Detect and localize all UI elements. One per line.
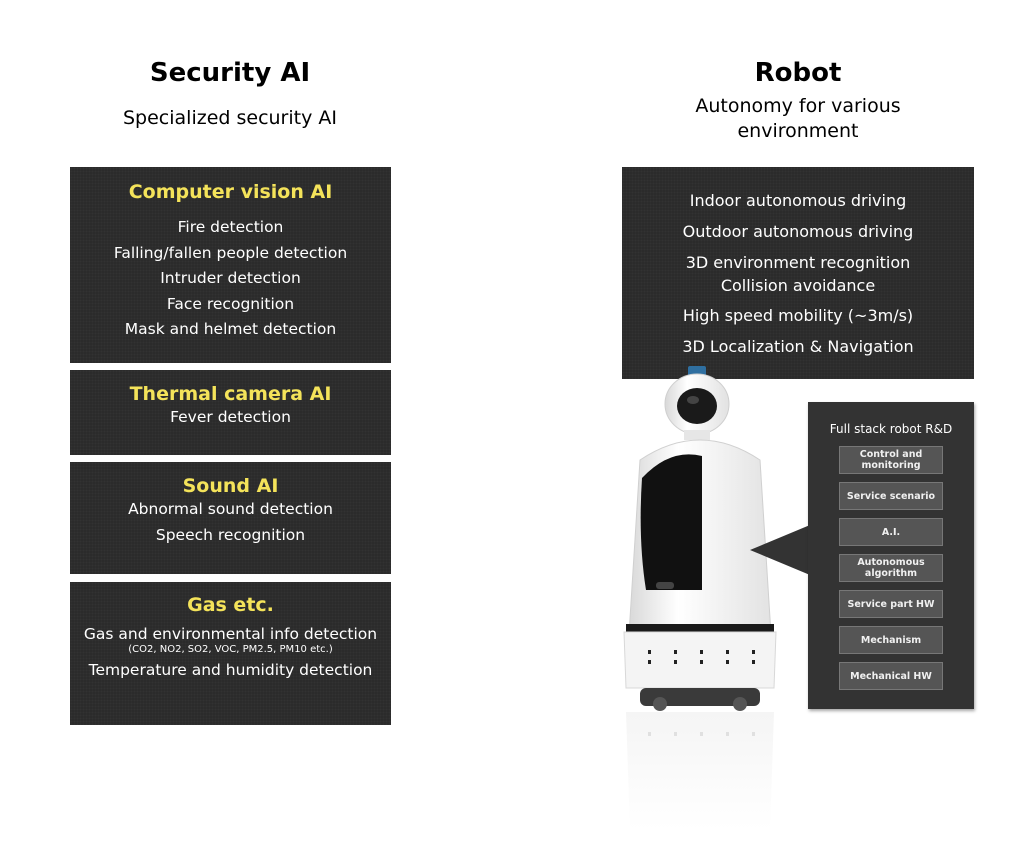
card-title: Thermal camera AI xyxy=(129,383,332,405)
robot-subtitle-line: Autonomy for various xyxy=(695,95,901,117)
robot-subtitle-line: environment xyxy=(737,120,859,142)
card-title: Computer vision AI xyxy=(128,181,333,203)
robot-image xyxy=(600,360,830,840)
full-stack-panel xyxy=(808,402,974,709)
robot-features-card xyxy=(622,167,974,379)
card-line: Gas and environmental info detection xyxy=(83,625,378,643)
feature-item: Outdoor autonomous driving xyxy=(682,221,914,241)
feature-item: Collision avoidance xyxy=(720,276,876,295)
card-line: Falling/fallen people detection xyxy=(113,243,348,262)
card-title: Sound AI xyxy=(182,475,279,497)
card-line: Temperature and humidity detection xyxy=(88,660,373,679)
stack-item-control-and-monitoring: Control and monitoring xyxy=(839,446,943,474)
card-line: Face recognition xyxy=(166,294,295,313)
card-sound-ai xyxy=(70,462,391,574)
card-line: Fever detection xyxy=(170,408,291,426)
feature-item: High speed mobility (~3m/s) xyxy=(682,306,914,325)
card-line: Intruder detection xyxy=(160,269,301,287)
stack-item-service-part-hw: Service part HW xyxy=(839,590,943,618)
security-ai-heading: Security AI xyxy=(149,58,311,88)
card-gas-etc xyxy=(70,582,391,725)
robot-heading: Robot xyxy=(754,58,842,88)
stack-item-ai: A.I. xyxy=(839,518,943,546)
card-computer-vision-ai xyxy=(70,167,391,363)
stack-item-autonomous-algorithm: Autonomous algorithm xyxy=(839,554,943,582)
feature-item: Indoor autonomous driving xyxy=(689,191,907,210)
panel-title: Full stack robot R&D xyxy=(829,422,953,436)
feature-item: 3D environment recognition xyxy=(685,253,911,272)
stack-item-mechanical-hw: Mechanical HW xyxy=(839,662,943,690)
card-thermal-camera-ai xyxy=(70,370,391,455)
card-line: Mask and helmet detection xyxy=(124,320,337,338)
card-line: Fire detection xyxy=(177,218,284,236)
stack-item-mechanism: Mechanism xyxy=(839,626,943,654)
card-line: Speech recognition xyxy=(155,525,306,544)
feature-item: 3D Localization & Navigation xyxy=(682,336,914,356)
card-line: Abnormal sound detection xyxy=(128,500,333,518)
card-title: Gas etc. xyxy=(187,594,274,616)
stack-item-service-scenario: Service scenario xyxy=(839,482,943,510)
security-ai-subtitle: Specialized security AI xyxy=(122,107,337,129)
gas-list-note: (CO2, NO2, SO2, VOC, PM2.5, PM10 etc.) xyxy=(128,643,333,655)
robot-subtitle xyxy=(638,94,958,144)
